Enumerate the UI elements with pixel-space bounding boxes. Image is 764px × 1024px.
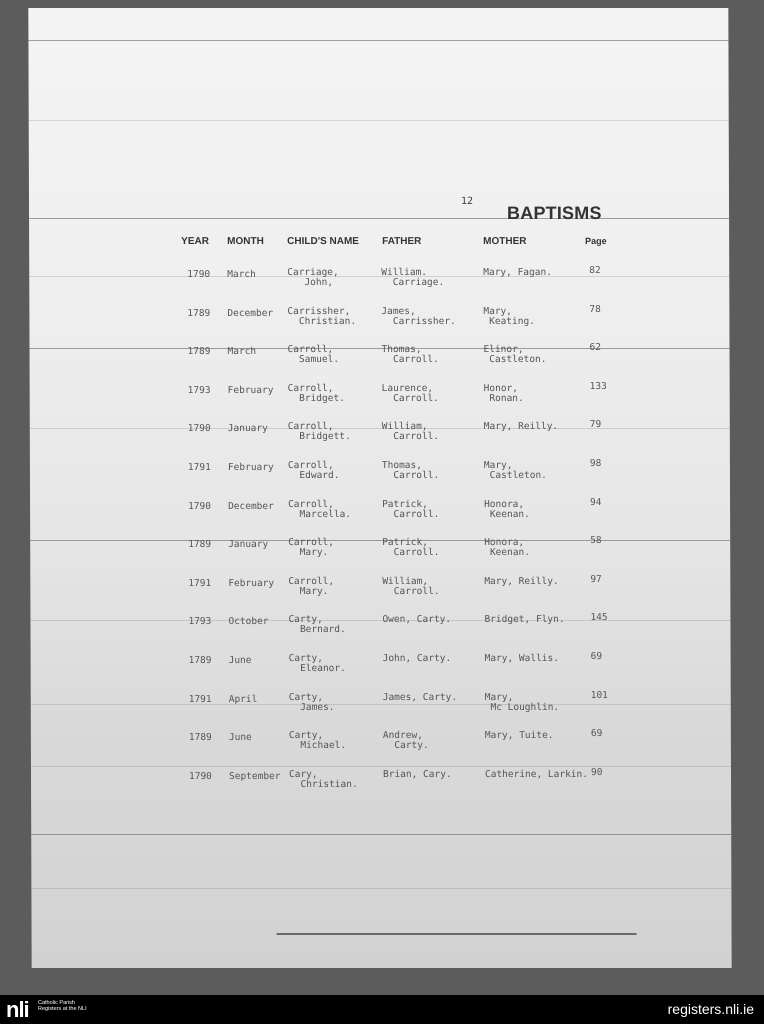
cell-year: 1789 bbox=[188, 732, 212, 744]
cell-page: 133 bbox=[589, 380, 607, 392]
column-header-child: CHILD'S NAME bbox=[287, 236, 359, 247]
table-row bbox=[30, 613, 730, 649]
table-row bbox=[29, 266, 729, 302]
page-title: BAPTISMS bbox=[507, 203, 602, 223]
ruled-line bbox=[28, 40, 728, 41]
cell-father: Patrick, Carroll. bbox=[382, 498, 440, 520]
ruled-line bbox=[29, 218, 729, 219]
site-link[interactable]: registers.nli.ie bbox=[667, 1001, 754, 1017]
bottom-rule bbox=[277, 933, 637, 935]
cell-year: 1790 bbox=[188, 500, 211, 512]
cell-child: Carroll, Samuel. bbox=[287, 344, 340, 366]
table-row bbox=[30, 498, 730, 534]
cell-page: 98 bbox=[589, 458, 602, 469]
cell-year: 1789 bbox=[188, 539, 212, 551]
nli-organisation: Catholic Parish Registers at the NLI bbox=[38, 1000, 87, 1012]
cell-mother: Catherine, Larkin. bbox=[484, 768, 588, 780]
cell-child: Carroll, Mary. bbox=[288, 537, 334, 559]
table-row bbox=[31, 768, 731, 804]
cell-child: Carty, Bernard. bbox=[288, 614, 346, 636]
cell-father: William. Carriage. bbox=[381, 267, 445, 288]
cell-month: April bbox=[228, 693, 258, 705]
cell-father: James, Carrissher. bbox=[381, 305, 456, 327]
cell-child: Carriage, John, bbox=[287, 267, 339, 288]
cell-child: Cary, Christian. bbox=[288, 768, 358, 790]
cell-month: December bbox=[228, 500, 274, 512]
table-row bbox=[30, 575, 730, 611]
cell-month: June bbox=[228, 732, 252, 744]
cell-mother: Mary, Castleton. bbox=[483, 460, 547, 481]
nli-logo: nli bbox=[6, 997, 29, 1022]
cell-page: 101 bbox=[590, 689, 608, 701]
cell-page: 94 bbox=[590, 496, 602, 508]
cell-mother: Mary, Fagan. bbox=[483, 267, 552, 278]
cell-father: Owen, Carty. bbox=[382, 614, 452, 626]
column-header-mother: MOTHER bbox=[483, 236, 527, 247]
cell-mother: Mary, Reilly. bbox=[483, 421, 559, 433]
cell-child: Carroll, Bridget. bbox=[287, 382, 345, 404]
table-row bbox=[30, 382, 730, 418]
ruled-line bbox=[29, 120, 729, 121]
cell-month: September bbox=[228, 770, 281, 782]
page-number: 12 bbox=[460, 196, 474, 207]
cell-year: 1790 bbox=[188, 770, 212, 782]
cell-mother: Elinor, Castleton. bbox=[483, 344, 547, 366]
table-row bbox=[31, 691, 731, 727]
cell-father: Laurence, Carroll. bbox=[381, 382, 439, 404]
cell-child: Carroll, Marcella. bbox=[288, 498, 352, 520]
column-header-month: MONTH bbox=[227, 236, 264, 247]
cell-year: 1791 bbox=[188, 577, 212, 589]
cell-father: Patrick, Carroll. bbox=[382, 537, 440, 559]
cell-page: 69 bbox=[590, 651, 603, 662]
cell-page: 78 bbox=[589, 303, 601, 315]
cell-father: William, Carroll. bbox=[381, 421, 440, 443]
cell-child: Carty, James. bbox=[288, 691, 335, 713]
table-row bbox=[29, 305, 729, 341]
cell-child: Carrissher, Christian. bbox=[287, 305, 357, 327]
table-row bbox=[30, 420, 730, 456]
cell-child: Carroll, Bridgett. bbox=[287, 421, 351, 443]
cell-mother: Mary, Tuite. bbox=[484, 730, 554, 742]
cell-year: 1793 bbox=[188, 616, 212, 628]
cell-page: 79 bbox=[589, 419, 602, 431]
cell-father: James, Carty. bbox=[382, 691, 458, 703]
cell-page: 62 bbox=[589, 342, 601, 354]
cell-month: February bbox=[227, 384, 274, 396]
cell-page: 90 bbox=[590, 766, 603, 778]
cell-month: March bbox=[227, 346, 257, 358]
cell-year: 1791 bbox=[187, 462, 211, 473]
cell-mother: Bridget, Flyn. bbox=[484, 614, 565, 626]
cell-father: Thomas, Carroll. bbox=[381, 460, 440, 481]
cell-child: Carty, Michael. bbox=[288, 730, 347, 752]
cell-month: January bbox=[228, 539, 269, 551]
cell-month: October bbox=[228, 616, 269, 628]
cell-year: 1790 bbox=[187, 423, 211, 435]
cell-page: 97 bbox=[590, 573, 602, 585]
ruled-line bbox=[31, 888, 731, 889]
cell-mother: Honor, Ronan. bbox=[483, 382, 524, 404]
cell-month: December bbox=[227, 307, 274, 319]
cell-page: 82 bbox=[589, 265, 601, 276]
cell-month: January bbox=[227, 423, 268, 435]
cell-mother: Mary, Reilly. bbox=[484, 575, 559, 587]
ruled-line bbox=[31, 834, 731, 835]
cell-father: Brian, Cary. bbox=[382, 768, 452, 780]
cell-month: June bbox=[228, 655, 252, 666]
table-row bbox=[31, 729, 731, 765]
table-row bbox=[30, 536, 730, 572]
column-header-page: Page bbox=[585, 236, 607, 246]
cell-mother: Honora, Keenan. bbox=[484, 537, 531, 559]
cell-page: 58 bbox=[590, 535, 602, 547]
cell-page: 145 bbox=[590, 612, 608, 624]
cell-child: Carty, Eleanor. bbox=[288, 653, 346, 674]
cell-mother: Mary, Mc Loughlin. bbox=[484, 691, 560, 713]
cell-year: 1791 bbox=[188, 693, 212, 705]
cell-mother: Mary, Keating. bbox=[483, 305, 535, 327]
cell-child: Carroll, Mary. bbox=[288, 575, 335, 597]
cell-month: March bbox=[227, 269, 256, 280]
cell-mother: Mary, Wallis. bbox=[484, 653, 559, 664]
table-row bbox=[31, 652, 731, 688]
cell-month: February bbox=[228, 577, 275, 589]
cell-month: February bbox=[227, 462, 274, 473]
cell-father: Thomas, Carroll. bbox=[381, 344, 439, 366]
cell-father: Andrew, Carty. bbox=[382, 730, 429, 752]
cell-father: John, Carty. bbox=[382, 653, 452, 664]
cell-year: 1789 bbox=[188, 655, 212, 666]
cell-year: 1793 bbox=[187, 384, 211, 396]
cell-father: William, Carroll. bbox=[382, 575, 440, 597]
cell-child: Carroll, Edward. bbox=[287, 460, 340, 481]
column-header-father: FATHER bbox=[382, 236, 422, 247]
cell-year: 1789 bbox=[187, 346, 211, 358]
cell-mother: Honora, Keenan. bbox=[484, 498, 530, 520]
cell-year: 1790 bbox=[187, 269, 211, 280]
cell-year: 1789 bbox=[187, 307, 211, 319]
column-header-year: YEAR bbox=[181, 236, 209, 247]
footer-bar bbox=[0, 995, 764, 1024]
table-row bbox=[29, 343, 729, 379]
scanned-register-page bbox=[28, 8, 731, 968]
cell-page: 69 bbox=[590, 728, 603, 740]
table-row bbox=[30, 459, 730, 495]
